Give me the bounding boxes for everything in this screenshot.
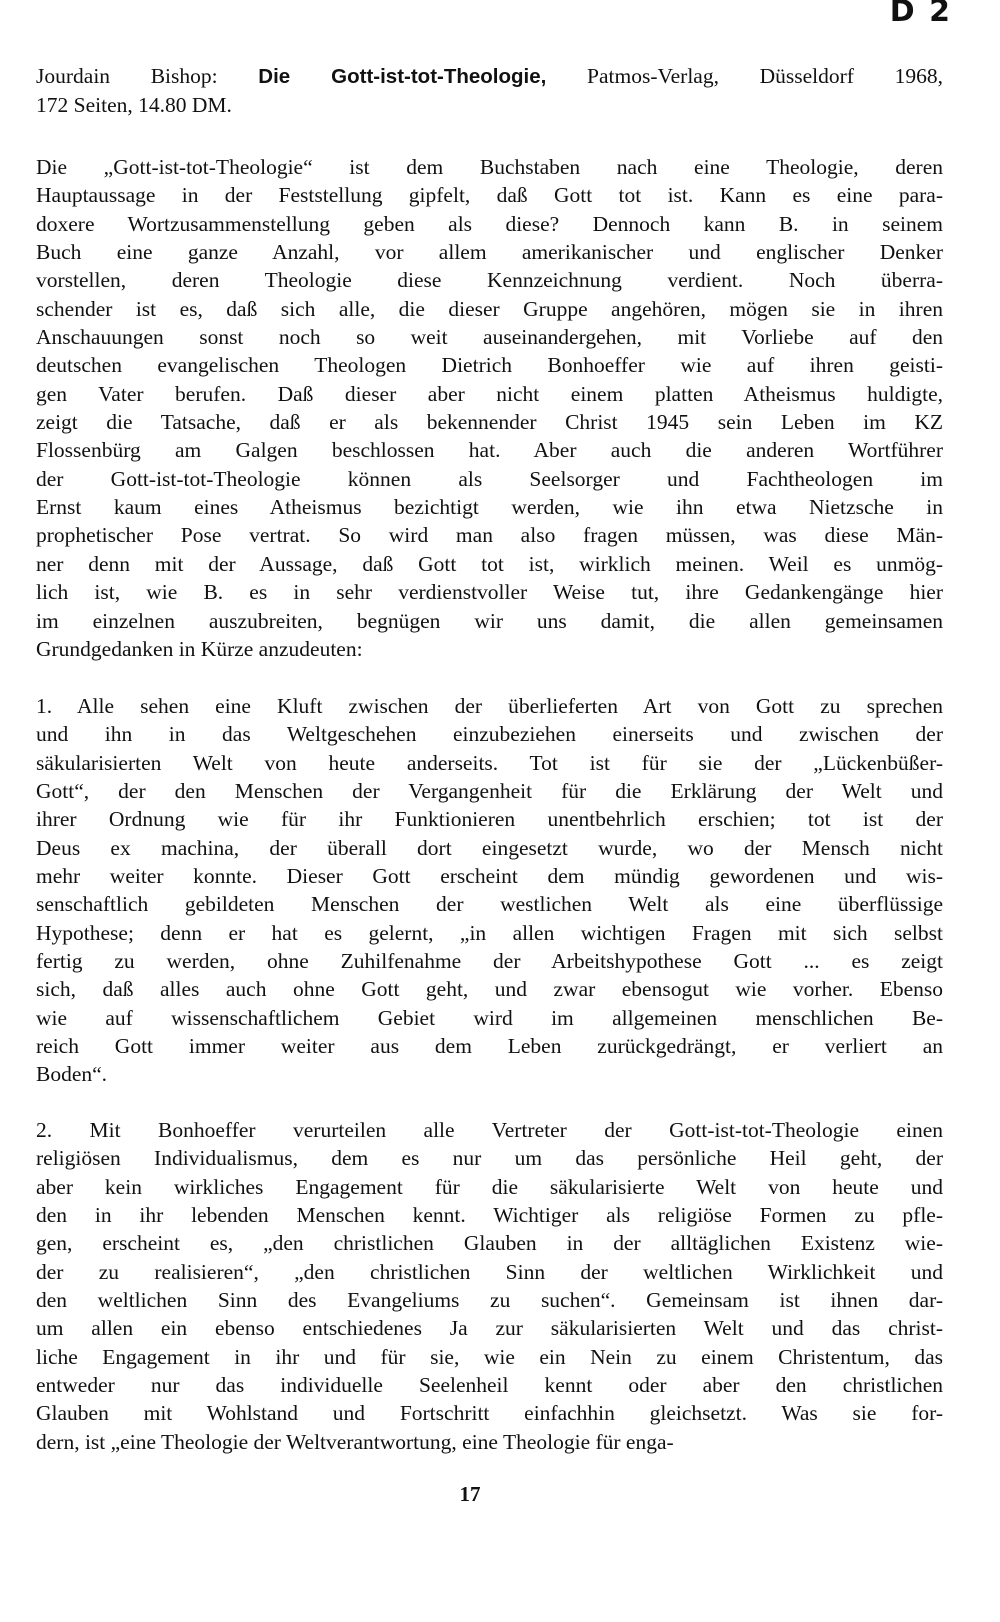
text-line: Buch eine ganze Anzahl, vor allem amerikanischer und englischer Denker	[36, 240, 943, 265]
text-line: dern, ist „eine Theologie der Weltverantwortung, eine Theologie für enga-	[36, 1429, 674, 1454]
text-line: prophetischer Pose vertrat. So wird man also fragen müssen, was diese Män-	[36, 523, 943, 548]
text-line: 2. Mit Bonhoeffer verurteilen alle Vertreter der Gott-ist-tot-Theologie einen	[36, 1118, 943, 1142]
point-2-paragraph	[36, 1116, 943, 1456]
text-line: religiösen Individualismus, dem es nur um das persönliche Heil geht, der	[36, 1146, 943, 1171]
text-line: doxere Wortzusammenstellung geben als diese? Dennoch kann B. in seinem	[36, 211, 943, 236]
publisher: Patmos-Verlag, Düsseldorf 1968,	[546, 64, 943, 88]
text-line: Deus ex machina, der überall dort eingesetzt wurde, wo der Mensch nicht	[36, 835, 943, 860]
author: Jourdain Bishop:	[36, 64, 259, 88]
text-line: zeigt die Tatsache, daß er als bekennender Christ 1945 sein Leben im KZ	[36, 410, 943, 435]
text-line: der zu realisieren“, „den christlichen Sinn der weltlichen Wirklichkeit und	[36, 1259, 943, 1284]
text-line: 1. Alle sehen eine Kluft zwischen der überlieferten Art von Gott zu sprechen	[36, 694, 943, 718]
header-line-1	[36, 62, 943, 91]
text-line: um allen ein ebenso entschiedenes Ja zur säkularisierten Welt und das christ-	[36, 1316, 943, 1341]
text-line: Grundgedanken in Kürze anzudeuten:	[36, 636, 363, 661]
text-line: deutschen evangelischen Theologen Dietrich Bonhoeffer wie auf ihren geisti-	[36, 353, 943, 378]
text-line: mehr weiter konnte. Dieser Gott erscheint dem mündig gewordenen und wis-	[36, 864, 943, 889]
text-line: Flossenbürg am Galgen beschlossen hat. Aber auch die anderen Wortführer	[36, 438, 943, 463]
page-mark: D 2	[889, 0, 952, 29]
header-line-2: 172 Seiten, 14.80 DM.	[36, 93, 232, 118]
text-line: Anschauungen sonst noch so weit auseinandergehen, mit Vorliebe auf den	[36, 325, 943, 350]
text-line: Die „Gott-ist-tot-Theologie“ ist dem Buchstaben nach eine Theologie, deren	[36, 155, 943, 179]
text-line: Boden“.	[36, 1062, 108, 1087]
text-line: Gott“, der den Menschen der Vergangenheit für die Erklärung der Welt und	[36, 779, 943, 804]
text-line: der Gott-ist-tot-Theologie können als Seelsorger und Fachtheologen im	[36, 466, 943, 491]
text-line: liche Engagement in ihr und für sie, wie ein Nein zu einem Christentum, das	[36, 1344, 943, 1369]
text-line: reich Gott immer weiter aus dem Leben zurückgedrängt, er verliert an	[36, 1034, 943, 1059]
text-line: senschaftlich gebildeten Menschen der westlichen Welt als eine überflüssige	[36, 892, 943, 917]
text-line: entweder nur das individuelle Seelenheil kennt oder aber den christlichen	[36, 1373, 943, 1398]
text-line: wie auf wissenschaftlichem Gebiet wird im allgemeinen menschlichen Be-	[36, 1005, 943, 1030]
text-line: säkularisierten Welt von heute anderseits. Tot ist für sie der „Lückenbüßer-	[36, 750, 943, 775]
text-line: schender ist es, daß sich alle, die dieser Gruppe angehören, mögen sie in ihren	[36, 296, 943, 321]
text-line: Ernst kaum eines Atheismus bezichtigt werden, wie ihn etwa Nietzsche in	[36, 495, 943, 520]
point-1-paragraph	[36, 692, 943, 1089]
intro-paragraph	[36, 153, 943, 663]
text-line: Hauptaussage in der Feststellung gipfelt, daß Gott tot ist. Kann es eine para-	[36, 183, 943, 208]
text-line: und ihn in das Weltgeschehen einzubeziehen einerseits und zwischen der	[36, 722, 943, 747]
text-line: gen Vater berufen. Daß dieser aber nicht einem platten Atheismus huldigte,	[36, 381, 943, 406]
book-title: Die Gott-ist-tot-Theologie,	[258, 65, 547, 88]
text-line: fertig zu werden, ohne Zuhilfenahme der Arbeitshypothese Gott ... es zeigt	[36, 949, 943, 974]
text-line: den in ihr lebenden Menschen kennt. Wichtiger als religiöse Formen zu pfle-	[36, 1203, 943, 1228]
text-line: ner denn mit der Aussage, daß Gott tot ist, wirklich meinen. Weil es unmög-	[36, 551, 943, 576]
text-line: im einzelnen auszubreiten, begnügen wir uns damit, die allen gemeinsamen	[36, 608, 943, 633]
text-line: den weltlichen Sinn des Evangeliums zu suchen“. Gemeinsam ist ihnen dar-	[36, 1288, 943, 1313]
review-header	[36, 62, 943, 120]
text-line: vorstellen, deren Theologie diese Kennzeichnung verdient. Noch überra-	[36, 268, 943, 293]
text-line: sich, daß alles auch ohne Gott geht, und zwar ebensogut wie vorher. Ebenso	[36, 977, 943, 1002]
page-number: 17	[459, 1482, 481, 1506]
text-line: gen, erscheint es, „den christlichen Glauben in der alltäglichen Existenz wie-	[36, 1231, 943, 1256]
text-line: Hypothese; denn er hat es gelernt, „in allen wichtigen Fragen mit sich selbst	[36, 920, 943, 945]
text-line: ihrer Ordnung wie für ihr Funktionieren unentbehrlich erschien; tot ist der	[36, 807, 943, 832]
text-line: lich ist, wie B. es in sehr verdienstvoller Weise tut, ihre Gedankengänge hier	[36, 580, 943, 605]
text-line: aber kein wirkliches Engagement für die säkularisierte Welt von heute und	[36, 1174, 943, 1199]
text-line: Glauben mit Wohlstand und Fortschritt einfachhin gleichsetzt. Was sie for-	[36, 1401, 943, 1426]
